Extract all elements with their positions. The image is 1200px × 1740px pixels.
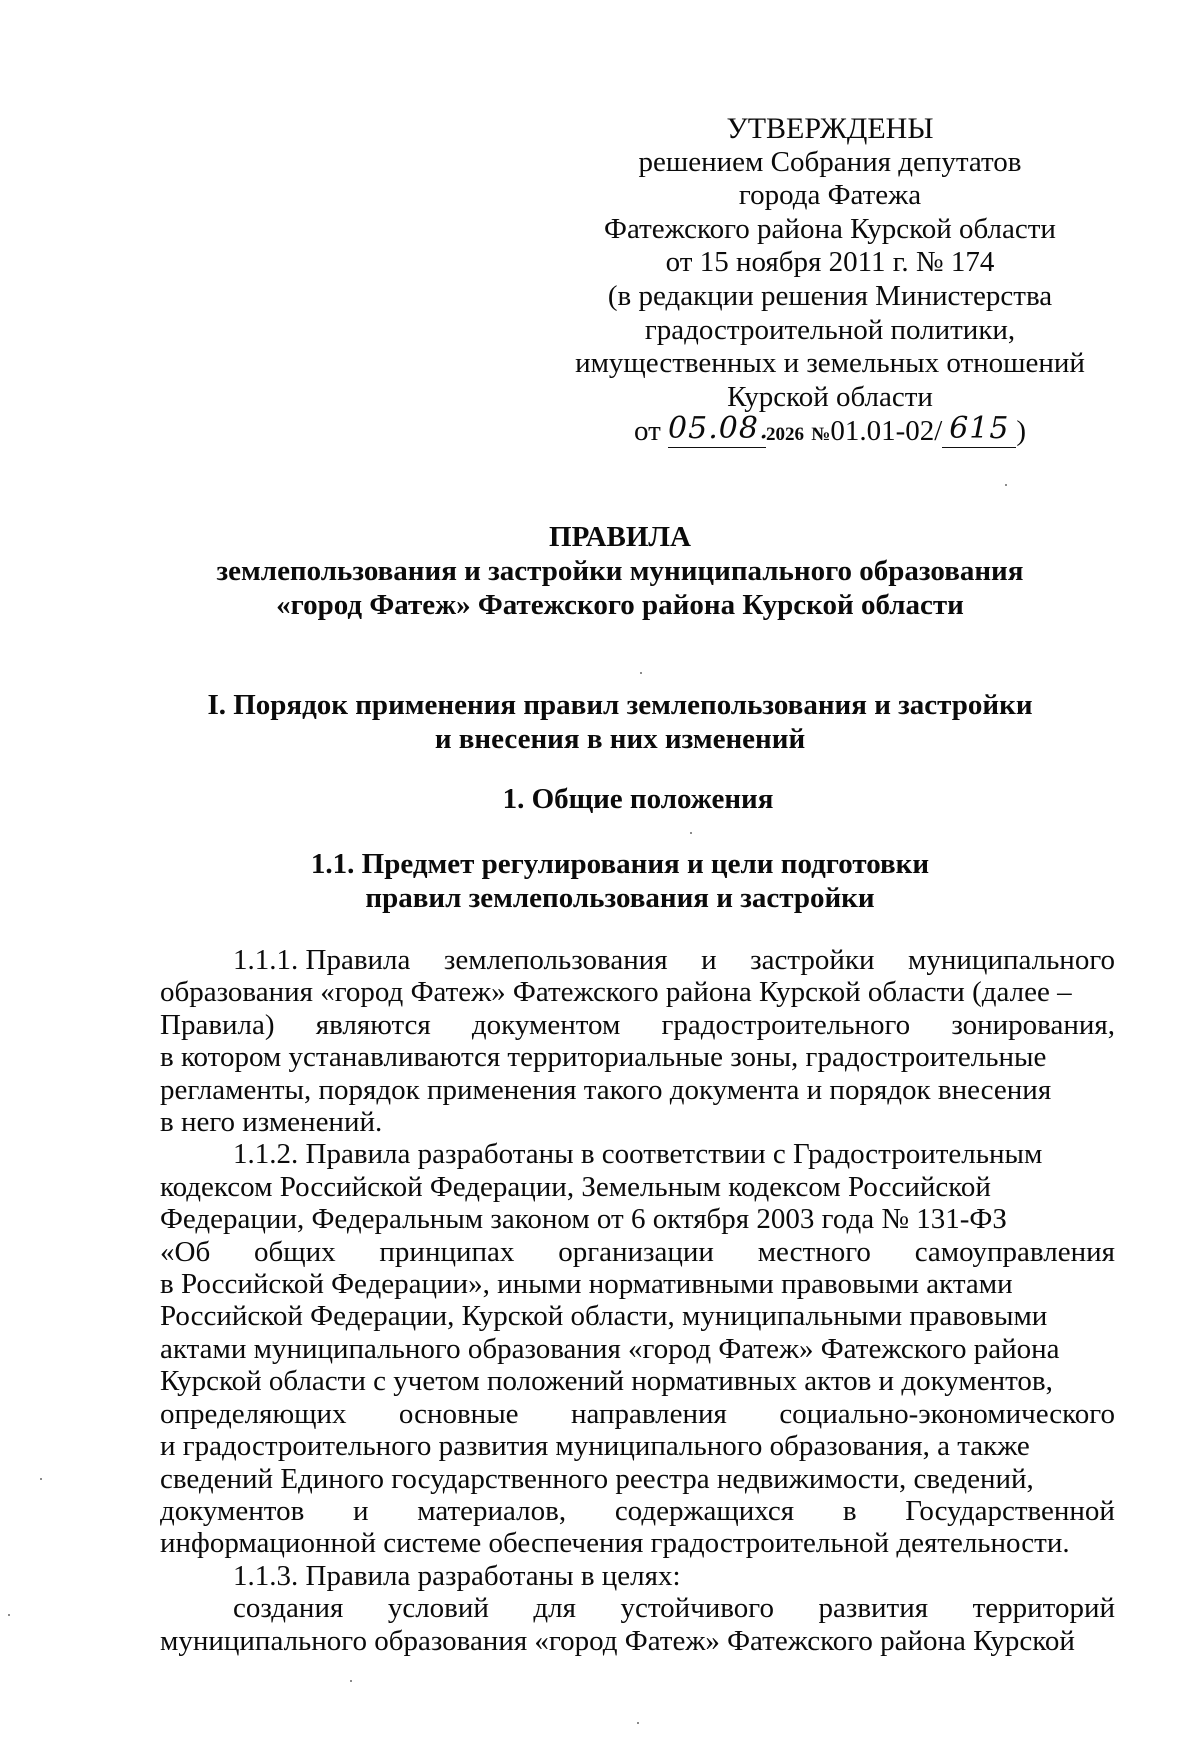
section-heading-line: I. Порядок применения правил землепользования и застройки xyxy=(207,689,1033,721)
approval-line: города Фатежа xyxy=(738,179,922,212)
closing-paren: ) xyxy=(1016,415,1027,448)
approval-line: решением Собрания депутатов xyxy=(638,145,1022,178)
subsection-heading xyxy=(120,847,1120,915)
paragraph-line: в котором устанавливаются территориальные зоны, градостроительные xyxy=(160,1041,1047,1074)
subsection-heading-line: 1.1. Предмет регулирования и цели подготовки xyxy=(310,848,930,880)
paragraph-line: Российской Федерации, Курской области, муниципальными правовыми xyxy=(160,1300,1048,1333)
paragraph-line: Курской области с учетом положений нормативных актов и документов, xyxy=(160,1365,1053,1398)
word: развития xyxy=(818,1592,929,1625)
paragraph-line xyxy=(160,1236,1115,1268)
word: и xyxy=(352,1494,369,1527)
word: определяющих xyxy=(160,1397,347,1430)
word: для xyxy=(533,1592,576,1625)
revision-date-line xyxy=(560,411,1100,452)
paragraph-line: и градостроительного развития муниципального образования, а также xyxy=(160,1430,1030,1463)
word: направления xyxy=(570,1397,727,1430)
scan-speck xyxy=(637,1722,639,1724)
approval-block xyxy=(560,112,1100,452)
paragraph-line: Федерации, Федеральным законом от 6 октября 2003 года № 131-ФЗ xyxy=(160,1203,1007,1236)
number-sign: № xyxy=(811,424,831,446)
paragraph-line xyxy=(160,1398,1115,1430)
document-title xyxy=(120,520,1120,622)
word: материалов, xyxy=(417,1494,567,1527)
word: документов xyxy=(160,1494,305,1527)
word: содержащихся xyxy=(614,1494,795,1527)
approval-line: Фатежского района Курской области xyxy=(604,212,1056,245)
paragraph-line xyxy=(160,1495,1115,1527)
approval-line: от 15 ноября 2011 г. № 174 xyxy=(665,246,995,279)
word: «Об xyxy=(160,1235,211,1268)
scan-speck xyxy=(8,1614,10,1616)
word: условий xyxy=(387,1592,489,1625)
scan-speck xyxy=(40,1478,42,1480)
body-text xyxy=(160,944,1115,1657)
word: организации xyxy=(558,1235,714,1268)
paragraph-line: в него изменений. xyxy=(160,1106,383,1139)
approval-line: имущественных и земельных отношений xyxy=(575,347,1085,380)
word: Правила) xyxy=(160,1008,275,1041)
word: зонирования, xyxy=(951,1008,1115,1041)
scan-speck xyxy=(640,672,642,674)
word: общих xyxy=(254,1235,336,1268)
paragraph-line: муниципального образования «город Фатеж» Фатежского района Курской xyxy=(160,1624,1075,1657)
paragraph-line: информационной системе обеспечения градостроительной деятельности. xyxy=(160,1527,1070,1560)
word: землепользования xyxy=(443,944,668,976)
section-heading-line: и внесения в них изменений xyxy=(434,723,806,755)
paragraph-line: 1.1.3. Правила разработаны в целях: xyxy=(233,1559,681,1592)
paragraph-line xyxy=(160,1592,1115,1624)
word: социально-экономического xyxy=(779,1397,1115,1430)
title-main: ПРАВИЛА xyxy=(549,521,691,553)
approval-heading: УТВЕРЖДЕНЫ xyxy=(726,112,934,145)
word: территорий xyxy=(972,1592,1115,1625)
from-prefix: от xyxy=(633,415,661,448)
revision-year: 2026 xyxy=(766,424,805,446)
word: местного xyxy=(757,1235,871,1268)
handwritten-number: 615 xyxy=(949,411,1010,447)
word: основные xyxy=(398,1397,519,1430)
word: в xyxy=(842,1494,857,1527)
word: Государственной xyxy=(905,1494,1115,1527)
scan-speck xyxy=(690,832,692,834)
paragraph-line: в Российской Федерации», иными нормативными правовыми актами xyxy=(160,1268,1013,1301)
paragraph-line xyxy=(160,1009,1115,1041)
chapter-heading xyxy=(138,782,1138,816)
revision-number-prefix: 01.01-02/ xyxy=(830,415,943,448)
paragraph-line: кодексом Российской Федерации, Земельным кодексом Российской xyxy=(160,1170,991,1203)
handwritten-date-field xyxy=(668,411,770,448)
approval-line: Курской области xyxy=(727,380,933,413)
section-heading xyxy=(120,688,1120,756)
word: самоуправления xyxy=(914,1235,1115,1268)
word: и xyxy=(701,944,717,976)
word: застройки xyxy=(750,944,875,976)
paragraph-line: регламенты, порядок применения такого документа и порядок внесения xyxy=(160,1073,1052,1106)
subsection-heading-line: правил землепользования и застройки xyxy=(365,882,875,914)
paragraph-line: сведений Единого государственного реестра недвижимости, сведений, xyxy=(160,1462,1034,1495)
paragraph-line: актами муниципального образования «город Фатеж» Фатежского района xyxy=(160,1332,1060,1365)
word: устойчивого xyxy=(620,1592,774,1625)
scan-speck xyxy=(350,1680,352,1682)
paragraph-line: образования «город Фатеж» Фатежского района Курской области (далее – xyxy=(160,976,1072,1009)
handwritten-date: 05.08. xyxy=(668,411,770,447)
chapter-title: 1. Общие положения xyxy=(502,783,774,815)
scan-speck xyxy=(1005,484,1007,486)
word: создания xyxy=(233,1592,344,1625)
word: документом xyxy=(471,1008,621,1041)
title-subline: «город Фатеж» Фатежского района Курской области xyxy=(276,589,964,621)
word: муниципального xyxy=(908,944,1115,976)
word: являются xyxy=(315,1008,431,1041)
word: градостроительного xyxy=(661,1008,911,1041)
word: принципах xyxy=(379,1235,515,1268)
title-subline: землепользования и застройки муниципального образования xyxy=(216,555,1024,587)
approval-line: градостроительной политики, xyxy=(644,313,1016,346)
paragraph-line: 1.1.2. Правила разработаны в соответствии с Градостроительным xyxy=(233,1138,1043,1171)
handwritten-number-field xyxy=(942,412,1016,448)
word: 1.1.1. Правила xyxy=(233,944,411,976)
approval-line: (в редакции решения Министерства xyxy=(607,279,1053,312)
paragraph-line xyxy=(160,944,1115,976)
